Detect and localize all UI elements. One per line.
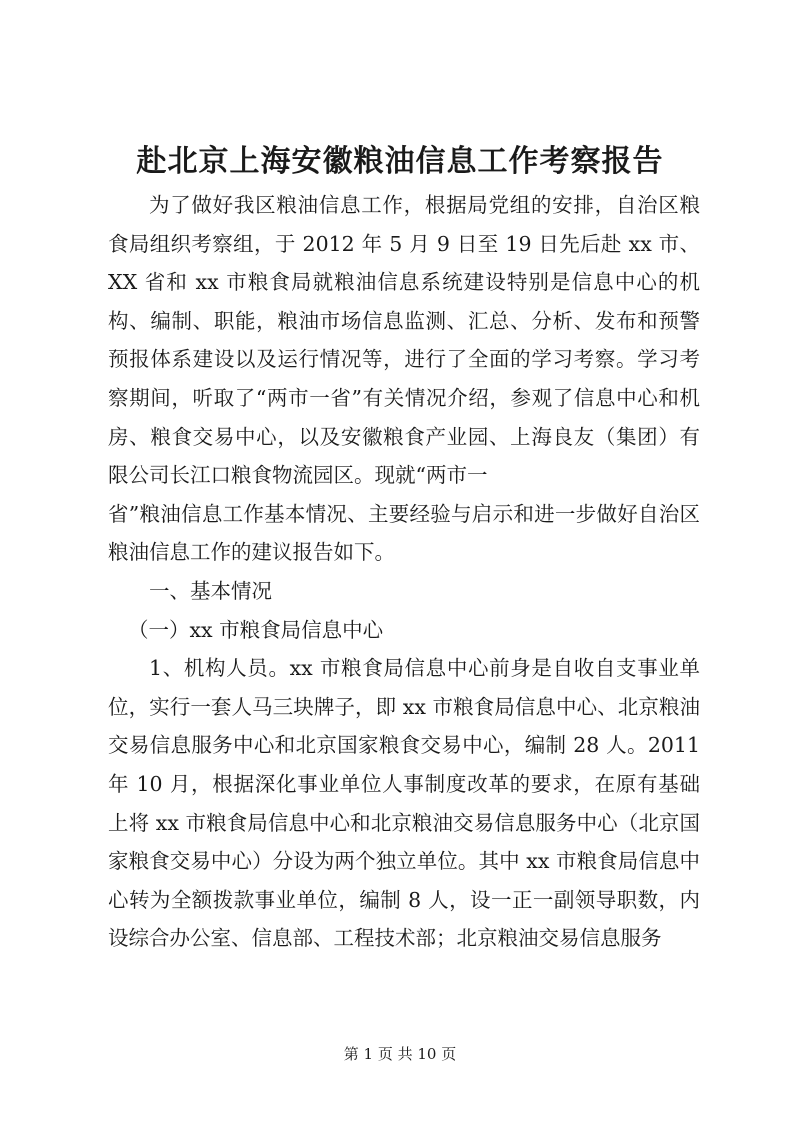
paragraph-staffing: 1、机构人员。xx 市粮食局信息中心前身是自收自支事业单位，实行一套人马三块牌子，即 xx 市粮食局信息中心、北京粮油交易信息服务中心和北京国家粮食交易中心，编制 28 人。2011 年 10 月，根据深化事业单位人事制度改革的要求，在原有基础上将 xx 市粮食局信息中心和北京粮油交易信息服务中心（北京国家粮食交易中心）分设为两个独立单位。其中 xx 市粮食局信息中心转为全额拨款事业单位，编制 8 人，设一正一副领导职数，内设综合办公室、信息部、工程技术部；北京粮油交易信息服务	[108, 656, 700, 951]
paragraph-intro: 为了做好我区粮油信息工作，根据局党组的安排，自治区粮食局组织考察组，于 2012 年 5 月 9 日至 19 日先后赴 xx 市、XX 省和 xx 市粮食局就粮油信息系统建设特别是信息中心的机构、编制、职能，粮油市场信息监测、汇总、分析、发布和预警预报体系建设以及运行情况等，进行了全面的学习考察。学习考察期间，听取了“两市一省”有关情况介绍，参观了信息中心和机房、粮食交易中心，以及安徽粮食产业园、上海良友（集团）有限公司长江口粮食物流园区。现就“两市一	[108, 193, 700, 488]
section-heading: 一、基本情况	[149, 578, 272, 603]
document-body	[108, 186, 700, 958]
page-number-footer: 第 1 页 共 10 页	[343, 1045, 457, 1063]
subsection-heading: （一）xx 市粮食局信息中心	[128, 617, 384, 642]
document-title: 赴北京上海安徽粮油信息工作考察报告	[136, 144, 664, 179]
paragraph-intro-continued: 省”粮油信息工作基本情况、主要经验与启示和进一步做好自治区粮油信息工作的建议报告如下。	[108, 501, 700, 565]
